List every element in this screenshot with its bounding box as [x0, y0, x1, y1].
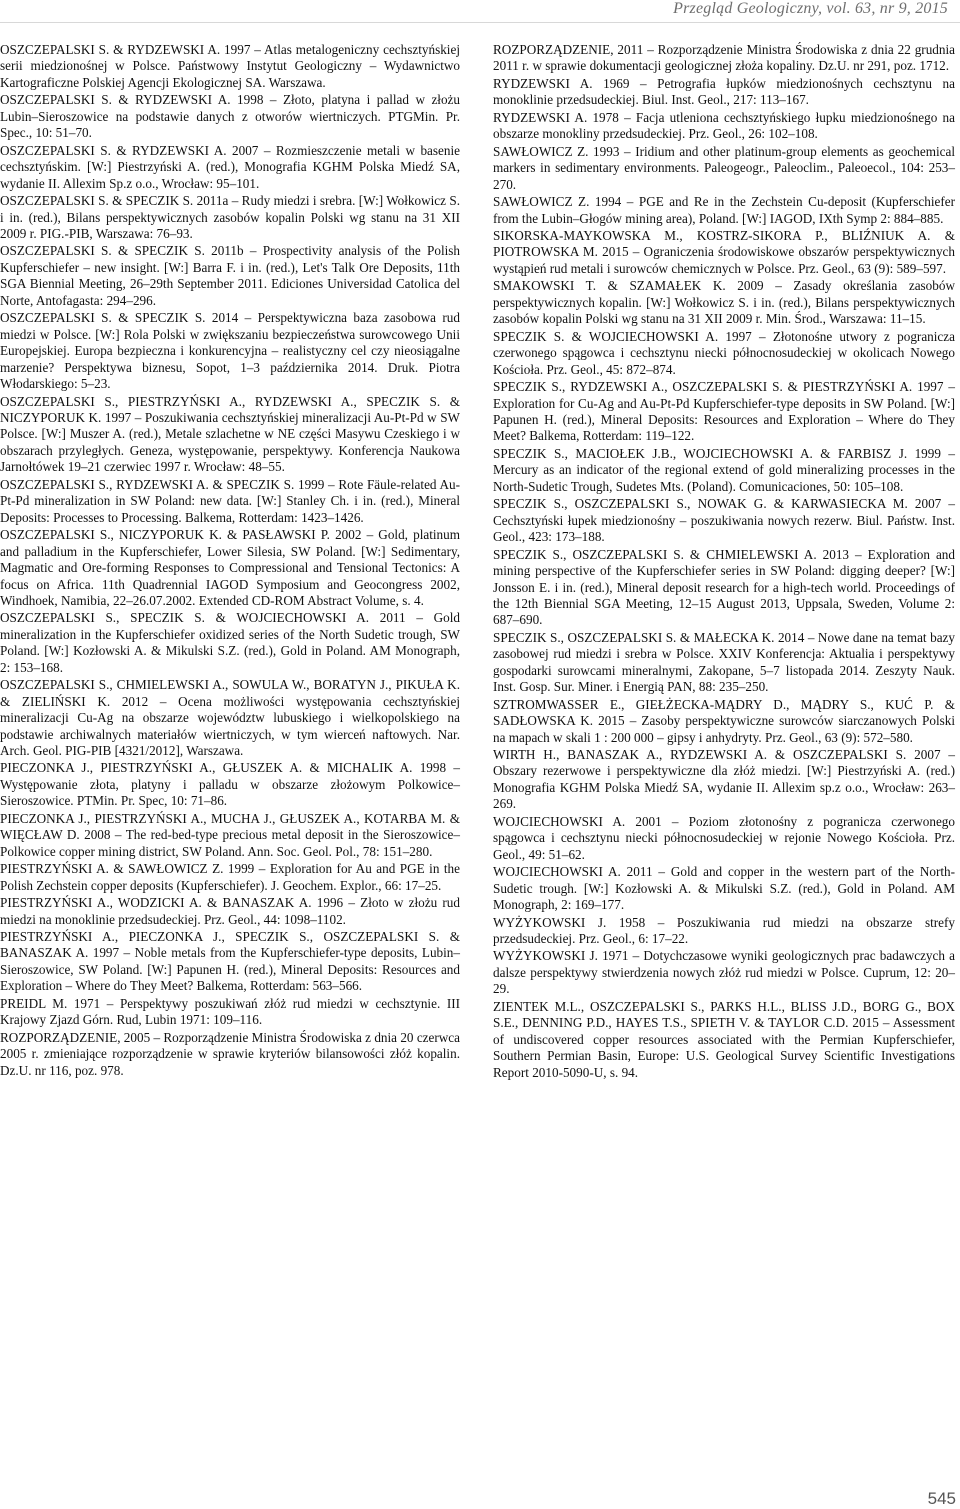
- reference-entry: OSZCZEPALSKI S. & RYDZEWSKI A. 2007 – Rozmieszczenie metali w basenie cechsztyńskim. [W:] Piestrzyński A. (red.), Monografia KGHM Polska Miedź SA, wydanie II. Allexim Sp.z o.o., Wrocław: 95–101.: [0, 142, 460, 191]
- references-left-column: [0, 42, 460, 1080]
- reference-entry: PIECZONKA J., PIESTRZYŃSKI A., MUCHA J., GŁUSZEK A., KOTARBA M. & WIĘCŁAW D. 2008 – The red-bed-type precious metal deposit in the Sieroszowice–Polkowice copper mining district, SW Poland. Ann. Soc. Geol. Pol., 78: 151–280.: [0, 810, 460, 859]
- reference-entry: SPECZIK S. & WOJCIECHOWSKI A. 1997 – Złotonośne utwory z pogranicza czerwonego spągowca i cechsztynu niecki północnosudeckiej w okolicach Nowego Kościoła. Prz. Geol., 45: 872–874.: [493, 328, 955, 377]
- reference-entry: SMAKOWSKI T. & SZAMAŁEK K. 2009 – Zasady określania zasobów perspektywicznych kopalin. [W:] Wołkowicz S. i in. (red.), Bilans perspektywicznych zasobów kopalin Polski wg stanu na 31 XII 2009 r. Min. Środ., Warszawa: 11–15.: [493, 278, 955, 327]
- reference-entry: ROZPORZĄDZENIE, 2005 – Rozporządzenie Ministra Środowiska z dnia 20 czerwca 2005 r. zmieniające rozporządzenie w sprawie kryteriów bilansowości złóż kopalin. Dz.U. nr 116, poz. 978.: [0, 1029, 460, 1078]
- reference-entry: SPECZIK S., OSZCZEPALSKI S., NOWAK G. & KARWASIECKA M. 2007 – Cechsztyński łupek miedzionośny – poszukiwania nowych rezerw. Biul. Państw. Inst. Geol., 423: 173–188.: [493, 496, 955, 545]
- reference-entry: SIKORSKA-MAYKOWSKA M., KOSTRZ-SIKORA P., BLIŹNIUK A. & PIOTROWSKA M. 2015 – Ograniczenia środowiskowe obszarów perspektywicznych wystąpień rud metali i surowców chemicznych w Polsce. Prz. Geol., 63 (9): 589–597.: [493, 227, 955, 276]
- reference-entry: PIESTRZYŃSKI A., WODZICKI A. & BANASZAK A. 1996 – Złoto w złożu rud miedzi na monoklinie przedsudeckiej. Prz. Geol., 44: 1098–1102.: [0, 895, 460, 927]
- reference-entry: WYŻYKOWSKI J. 1958 – Poszukiwania rud miedzi na obszarze strefy przedsudeckiej. Prz. Geol., 6: 17–22.: [493, 914, 955, 947]
- reference-entry: SPECZIK S., MACIOŁEK J.B., WOJCIECHOWSKI A. & FARBISZ J. 1999 – Mercury as an indicator of the regional extend of gold mineralizing processes in the North-Sudetic Trough, Sudetes Mts. (Poland). Comunicaciones, 50: 105–108.: [493, 445, 955, 494]
- reference-entry: OSZCZEPALSKI S., SPECZIK S. & WOJCIECHOWSKI A. 2011 – Gold mineralization in the Kupferschiefer oxidized series of the North Sudetic trough, SW Poland. [W:] Kozłowski A. & Mikulski S.Z. (red.), Gold in Poland. AM Monograph, 2: 153–168.: [0, 610, 460, 675]
- reference-entry: PIESTRZYŃSKI A., PIECZONKA J., SPECZIK S., OSZCZEPALSKI S. & BANASZAK A. 1997 – Noble metals from the Kupferschiefer-type deposits, Lubin–Sieroszowice, SW Poland. [W:] Papunen H. (red.), Mineral Deposits: Resources and Exploration – Where do They Meet? Balkema, Rotterdam: 563–566.: [0, 929, 460, 994]
- reference-entry: SZTROMWASSER E., GIEŁŻECKA-MĄDRY D., MĄDRY S., KUĆ P. & SADŁOWSKA K. 2015 – Zasoby perspektywiczne surowców siarczanowych Polski na mapach w skali 1 : 200 000 – gipsy i anhydryty. Prz. Geol., 63 (9): 572–580.: [493, 696, 955, 745]
- reference-entry: OSZCZEPALSKI S. & SPECZIK S. 2014 – Perspektywiczna baza zasobowa rud miedzi w Polsce. [W:] Rola Polski w zwiększaniu bezpieczeństwa surowcowego Unii Europejskiej. Europa bezpieczna i konkurencyjna – realistyczny cel czy nieosiągalne marzenie? Perspektywa biznesu, Sopot, 1–3 października 2014. Druk. Piotra Włodarskiego: 5–23.: [0, 310, 460, 392]
- reference-entry: OSZCZEPALSKI S., RYDZEWSKI A. & SPECZIK S. 1999 – Rote Fäule-related Au-Pt-Pd mineralization in SW Poland: new data. [W:] Stanley Ch. i in. (red.), Mineral Deposits: Processes to Processing. Balkema, Rotterdam: 1423–1426.: [0, 476, 460, 525]
- references-right-column: [493, 42, 955, 1082]
- reference-entry: OSZCZEPALSKI S. & RYDZEWSKI A. 1997 – Atlas metalogeniczny cechsztyńskiej serii miedzionośnej w Polsce. Państwowy Instytut Geologiczny – Wydawnictwo Kartograficzne Polskiej Agencji Ekologicznej SA. Warszawa.: [0, 42, 460, 90]
- reference-entry: OSZCZEPALSKI S. & RYDZEWSKI A. 1998 – Złoto, platyna i pallad w złożu Lubin–Sieroszowice na podstawie danych z otworów wiertniczych. PTGMin. Pr. Spec., 10: 51–70.: [0, 92, 460, 141]
- reference-entry: ROZPORZĄDZENIE, 2011 – Rozporządzenie Ministra Środowiska z dnia 22 grudnia 2011 r. w sprawie dokumentacji geologicznej złoża kopaliny. Dz.U. nr 291, poz. 1712.: [493, 42, 955, 74]
- reference-entry: WIRTH H., BANASZAK A., RYDZEWSKI A. & OSZCZEPALSKI S. 2007 – Obszary rezerwowe i perspektywiczne dla złóż miedzi. [W:] Piestrzyński A. (red.) Monografia KGHM Polska Miedź SA, wydanie II. Allexim sp.z o.o., Wrocław: 263–269.: [493, 747, 955, 812]
- reference-entry: WOJCIECHOWSKI A. 2001 – Poziom złotonośny z pogranicza czerwonego spągowca i cechsztynu niecki północnosudeckiej w rejonie Nowego Kościoła. Prz. Geol., 49: 51–62.: [493, 813, 955, 862]
- reference-entry: OSZCZEPALSKI S. & SPECZIK S. 2011b – Prospectivity analysis of the Polish Kupferschiefer – new insight. [W:] Barra F. i in. (red.), Let's Talk Ore Deposits, 11th SGA Biennial Meeting, 26–29th September 2011. Ediciones Universidad Catolica del Norte, Antofagasta: 294–296.: [0, 243, 460, 308]
- journal-title: Przegląd Geologiczny, vol. 63, nr 9, 2015: [673, 0, 948, 17]
- reference-entry: SPECZIK S., RYDZEWSKI A., OSZCZEPALSKI S. & PIESTRZYŃSKI A. 1997 – Exploration for Cu-Ag and Au-Pt-Pd Kupferschiefer-type deposits in SW Poland. [W:] Papunen H. (red.), Mineral Deposits: Resources and Exploration – Where do They Meet? Balkema, Rotterdam: 119–122.: [493, 379, 955, 444]
- reference-entry: SPECZIK S., OSZCZEPALSKI S. & CHMIELEWSKI A. 2013 – Exploration and mining perspective of the Kupferschiefer series in SW Poland: digging deeper? [W:] Jonsson E. i in. (red.), Mineral deposit research for a high-tech world. Proceedings of the 12th Biennial SGA Meeting, 12–15 August 2013, Uppsala, Sweden, Volume 2: 687–690.: [493, 546, 955, 628]
- reference-entry: OSZCZEPALSKI S., CHMIELEWSKI A., SOWULA W., BORATYN J., PIKUŁA K. & ZIELIŃSKI K. 2012 – Ocena możliwości występowania cechsztyńskiej mineralizacji Cu-Ag na obszarze województw lubuskiego i wielkopolskiego na podstawie archiwalnych materiałów wiertniczych, w tym wierceń naftowych. Nar. Arch. Geol. PIG-PIB [4321/2012], Warszawa.: [0, 677, 460, 759]
- page-header: [0, 0, 960, 23]
- reference-entry: OSZCZEPALSKI S., NICZYPORUK K. & PASŁAWSKI P. 2002 – Gold, platinum and palladium in the Kupferschiefer, Lower Silesia, SW Poland. [W:] Sedimentary, Magmatic and Ore-forming Responses to Compressional and Tensional Tectonics: A focus on Africa. 11th Quadrennial IAGOD Symposium and Geocongress 2002, Windhoek, Namibia, 22–26.07.2002. Extended CD-ROM Abstract Volume, s. 4.: [0, 527, 460, 608]
- page-number: 545: [927, 1489, 956, 1508]
- reference-entry: RYDZEWSKI A. 1978 – Facja utleniona cechsztyńskiego łupku miedzionośnego na obszarze monokliny przedsudeckiej. Prz. Geol., 26: 102–108.: [493, 109, 955, 142]
- reference-entry: PIESTRZYŃSKI A. & SAWŁOWICZ Z. 1999 – Exploration for Au and PGE in the Polish Zechstein copper deposits (Kupferschiefer). J. Geochem. Explor., 66: 17–25.: [0, 861, 460, 893]
- reference-entry: OSZCZEPALSKI S., PIESTRZYŃSKI A., RYDZEWSKI A., SPECZIK S. & NICZYPORUK K. 1997 – Poszukiwania cechsztyńskiej mineralizacji Au-Pt-Pd w SW Polsce. [W:] Muszer A. (red.), Metale szlachetne w NE części Masywu Czeskiego i w obszarach przyległych. Geneza, występowanie, perspektywy. Konferencja Naukowa Jarnołtówek 19–21 czerwiec 1997 r. Wrocław: 48–55.: [0, 393, 460, 475]
- reference-entry: RYDZEWSKI A. 1969 – Petrografia łupków miedzionośnych cechsztynu na monoklinie przedsudeckiej. Biul. Inst. Geol., 217: 113–167.: [493, 75, 955, 108]
- reference-entry: WOJCIECHOWSKI A. 2011 – Gold and copper in the western part of the North-Sudetic trough. [W:] Kozłowski A. & Mikulski S.Z. (red.), Gold in Poland. AM Monograph, 2: 169–177.: [493, 864, 955, 913]
- reference-entry: ZIENTEK M.L., OSZCZEPALSKI S., PARKS H.L., BLISS J.D., BORG G., BOX S.E., DENNING P.D., HAYES T.S., SPIETH V. & TAYLOR C.D. 2015 – Assessment of undiscovered copper resources associated with the Permian Kupferschiefer, Southern Permian Basin, Europe: U.S. Geological Survey Scientific Investigations Report 2010-5090-U, s. 94.: [493, 998, 955, 1080]
- reference-entry: OSZCZEPALSKI S. & SPECZIK S. 2011a – Rudy miedzi i srebra. [W:] Wołkowicz S. i in. (red.), Bilans perspektywicznych zasobów kopalin Polski wg stanu na 31 XII 2009 r. PIG.-PIB, Warszawa: 76–93.: [0, 193, 460, 241]
- reference-entry: WYŻYKOWSKI J. 1971 – Dotychczasowe wyniki geologicznych prac badawczych a dalsze perspektywy stwierdzenia nowych złóż rud miedzi w Polsce. Cuprum, 12: 20–29.: [493, 948, 955, 997]
- reference-entry: PIECZONKA J., PIESTRZYŃSKI A., GŁUSZEK A. & MICHALIK A. 1998 – Występowanie złota, platyny i palladu w obszarze złożowym Polkowice–Sieroszowice. PTMin. Pr. Spec, 10: 71–86.: [0, 760, 460, 809]
- reference-entry: SAWŁOWICZ Z. 1994 – PGE and Re in the Zechstein Cu-deposit (Kupferschiefer from the Lubin–Głogów mining area), Poland. [W:] IAGOD, IXth Symp 2: 884–885.: [493, 194, 955, 226]
- reference-entry: PREIDL M. 1971 – Perspektywy poszukiwań złóż rud miedzi w cechsztynie. III Krajowy Zjazd Górn. Rud, Lubin 1971: 109–116.: [0, 995, 460, 1028]
- reference-entry: SAWŁOWICZ Z. 1993 – Iridium and other platinum-group elements as geochemical markers in sedimentary environments. Paleogeogr., Paleoclim., Paleoecol., 104: 253–270.: [493, 143, 955, 192]
- reference-entry: SPECZIK S., OSZCZEPALSKI S. & MAŁECKA K. 2014 – Nowe dane na temat bazy zasobowej rud miedzi i srebra w Polsce. XXIV Konferencja: Aktualia i perspektywy gospodarki surowcami mineralnymi, Zakopane, 5–7 listopada 2014. Zeszyty Nauk. Inst. Gosp. Sur. Miner. i Energią PAN, 88: 235–250.: [493, 629, 955, 695]
